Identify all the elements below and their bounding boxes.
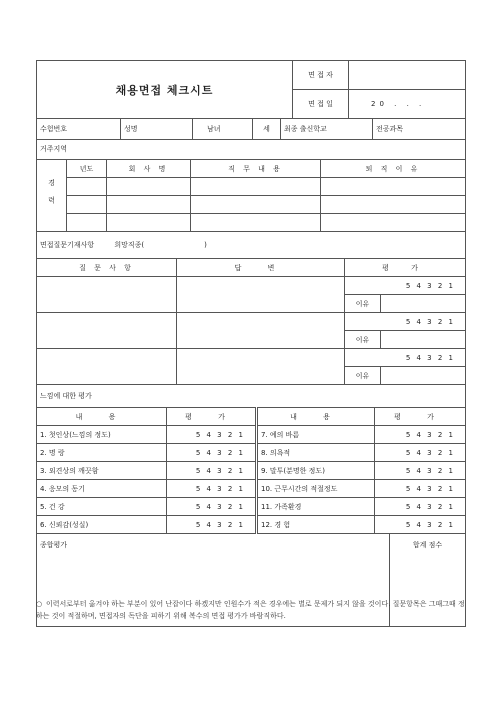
desired-job-close: ): [204, 241, 207, 249]
footnote: [36, 598, 470, 622]
impression-col-content-right: 내 용: [257, 408, 375, 426]
bullet-icon: ○: [36, 600, 43, 608]
reason-field[interactable]: [381, 295, 466, 313]
evaluation-col: 평 가: [345, 259, 466, 277]
major-label: 전공과목: [373, 119, 466, 139]
interview-date-field[interactable]: 20 . . .: [349, 90, 466, 119]
final-school-label: 최종 출신학교: [281, 119, 373, 139]
reason-label: 이유: [345, 367, 381, 385]
impression-item: 10. 근무시간의 적절정도: [257, 480, 375, 498]
impression-score[interactable]: 5 4 3 2 1: [167, 444, 257, 462]
interview-checksheet: [36, 60, 466, 627]
impression-score[interactable]: 5 4 3 2 1: [375, 462, 466, 480]
name-label: 성명: [121, 119, 193, 139]
career-cell[interactable]: [107, 196, 191, 214]
impression-score[interactable]: 5 4 3 2 1: [375, 480, 466, 498]
impression-label: 느낌에 대한 평가: [37, 385, 466, 407]
career-cell[interactable]: [67, 178, 107, 196]
reason-label: 이유: [345, 331, 381, 349]
question-col: 질 문 사 항: [37, 259, 177, 277]
impression-item: 9. 말투(분명한 정도): [257, 462, 375, 480]
reason-label: 이유: [345, 295, 381, 313]
page-title: 채용면접 체크시트: [37, 61, 293, 119]
total-score-label: 합계 점수: [412, 541, 443, 549]
answer-col: 답 변: [177, 259, 345, 277]
impression-score[interactable]: 5 4 3 2 1: [375, 444, 466, 462]
question-cell[interactable]: [37, 349, 177, 385]
age-label: 세: [253, 119, 281, 139]
career-cell[interactable]: [321, 214, 466, 232]
impression-col-content-left: 내 용: [37, 408, 167, 426]
career-col-company: 회 사 명: [107, 160, 191, 178]
question-cell[interactable]: [37, 313, 177, 349]
answer-cell[interactable]: [177, 349, 345, 385]
career-cell[interactable]: [191, 214, 321, 232]
reference-label: 면접질문기재사항: [40, 241, 95, 249]
career-cell[interactable]: [191, 178, 321, 196]
impression-item: 4. 응모의 동기: [37, 480, 167, 498]
reason-field[interactable]: [381, 331, 466, 349]
applicant-info-table: [36, 119, 466, 140]
impression-score[interactable]: 5 4 3 2 1: [167, 516, 257, 534]
footnote-text: 이력서로부터 옮겨야 하는 부분이 있어 난잡이다 하겠지만 인원수가 적은 경우에는 별로 문제가 되지 않을 것이다. 질문항목은 그때그때 정하는 것이 적절하며, 면접자의 독단을 피하기 위해 복수의 면접 평가가 바람직하다.: [36, 600, 465, 620]
career-cell[interactable]: [107, 214, 191, 232]
career-label-text: 경 력: [47, 178, 56, 208]
career-cell[interactable]: [191, 196, 321, 214]
header-table: [36, 60, 466, 119]
interviewer-label: 면 접 자: [293, 61, 349, 90]
impression-section: [36, 385, 466, 407]
interviewer-field[interactable]: [349, 61, 466, 90]
impression-item: 8. 의욕적: [257, 444, 375, 462]
impression-score[interactable]: 5 4 3 2 1: [375, 426, 466, 444]
reason-field[interactable]: [381, 367, 466, 385]
impression-score[interactable]: 5 4 3 2 1: [167, 462, 257, 480]
career-cell[interactable]: [67, 196, 107, 214]
residence-table: [36, 140, 466, 161]
career-cell[interactable]: [107, 178, 191, 196]
impression-col-eval-right: 평 가: [375, 408, 466, 426]
career-table: [36, 160, 466, 232]
impression-table: [36, 407, 466, 534]
impression-item: 1. 첫인상(느낌의 정도): [37, 426, 167, 444]
impression-score[interactable]: 5 4 3 2 1: [167, 498, 257, 516]
career-col-duty: 직 무 내 용: [191, 160, 321, 178]
impression-item: 12. 경 험: [257, 516, 375, 534]
career-col-year: 년도: [67, 160, 107, 178]
desired-job-label: 희망직종(: [114, 241, 145, 249]
impression-score[interactable]: 5 4 3 2 1: [375, 516, 466, 534]
impression-col-eval-left: 평 가: [167, 408, 257, 426]
career-cell[interactable]: [321, 196, 466, 214]
impression-item: 6. 신뢰감(성실): [37, 516, 167, 534]
reference-table: [36, 232, 466, 259]
impression-item: 5. 건 강: [37, 498, 167, 516]
impression-item: 3. 외견상의 깨끗함: [37, 462, 167, 480]
impression-score[interactable]: 5 4 3 2 1: [167, 480, 257, 498]
question-score[interactable]: 5 4 3 2 1: [345, 277, 466, 295]
career-col-reason: 퇴 직 이 유: [321, 160, 466, 178]
impression-item: 2. 명 랑: [37, 444, 167, 462]
career-cell[interactable]: [67, 214, 107, 232]
answer-cell[interactable]: [177, 313, 345, 349]
reference-row: [37, 232, 466, 259]
interview-date-label: 면 접 일: [293, 90, 349, 119]
gender-label: 남녀: [193, 119, 253, 139]
career-cell[interactable]: [321, 178, 466, 196]
impression-item: 7. 예의 바름: [257, 426, 375, 444]
question-score[interactable]: 5 4 3 2 1: [345, 313, 466, 331]
question-cell[interactable]: [37, 277, 177, 313]
impression-score[interactable]: 5 4 3 2 1: [167, 426, 257, 444]
residence-label: 거주지역: [37, 140, 466, 160]
question-score[interactable]: 5 4 3 2 1: [345, 349, 466, 367]
overall-evaluation-label: 종합평가: [40, 541, 68, 549]
impression-score[interactable]: 5 4 3 2 1: [375, 498, 466, 516]
answer-cell[interactable]: [177, 277, 345, 313]
impression-item: 11. 가족환경: [257, 498, 375, 516]
exam-number-label: 수험번호: [37, 119, 121, 139]
career-label: [37, 160, 67, 232]
questions-table: [36, 259, 466, 385]
